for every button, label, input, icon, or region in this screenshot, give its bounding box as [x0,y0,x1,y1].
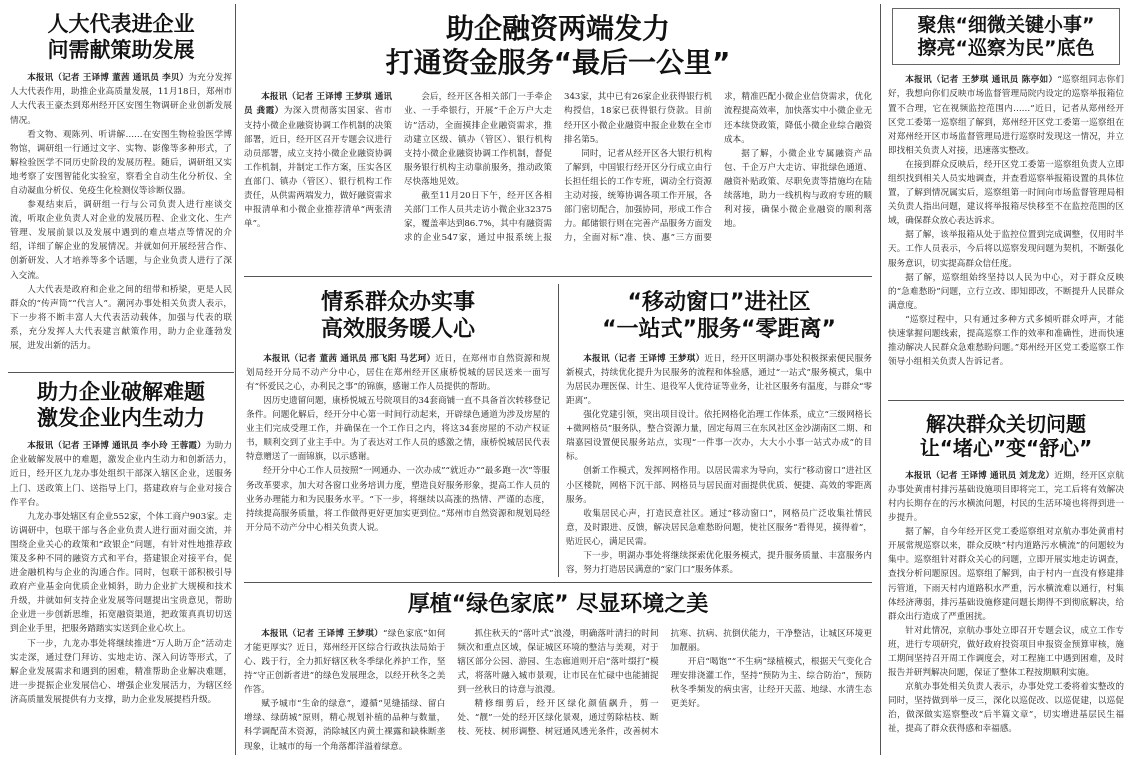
article-lead: 本报讯（记者 王译博 董茜 通讯员 李贝） [27,73,189,84]
headline [893,14,1119,60]
article-body [888,469,1124,737]
paragraph: 抓住秋天的“落叶式”浪漫，明确落叶清扫的时间频次和重点区域，保证城区环境的整洁与美观，对于辖区部分公园、游园、生态廊道则开启“落叶缀打”模式，将落叶融入城市景观，让市民在忙碌中也能捕捉到一丝秋日的诗意与浪漫。 [457,628,659,696]
article-lead: 本报讯（记者 王译博 王梦琪） [583,353,705,364]
headline [566,290,872,344]
article-body [244,90,872,245]
paragraph: 近日，经开区明湖办事处积极探索便民服务新模式，持续优化提升为民服务的流程和体验感，通过“一站式”服务模式，集中为居民办理医保、计生、退役军人优待证等业务，让社区服务有温度，与群众“零距离”。 [566,353,872,406]
article-lead: 本报讯（记者 王译博 通讯员 刘龙龙） [905,470,1055,481]
article-body [246,352,550,535]
paragraph: 九龙办事处辖区有企业552家，个体工商户903家。走访调研中，包联干部与各企业负责人进行面对面交流，并围绕企业关心的政策和“政银企”问题，有针对性地推荐政策及多种不同的融资方式和平台，搭建银企对接平台，促进金融机构与企业的沟通合作。同时，包联干部积极引导政府产业基金向优质企业倾斜，助力企业扩大规模和技术升级，并就如何支持企业发展等问题提出宝贵意见，帮助企业进一步创新思维，拓宽融资渠道，把政策真真切切送到企业手里，把服务踏踏实实送到企业心坎上。 [10,511,232,635]
headline-line: 人大代表进企业 [47,12,195,36]
paragraph: 开启“喝饱”“不生病”绿植模式，根据天气变化合理安排浇灌工作，坚持“预防为主、综合防治”，预防秋冬季频发的病虫害，让经开天蓝、地绿、水清生态更美好。 [670,657,872,710]
paragraph: 据了解，小微企业专属融资产品包、千企万户大走访、审批绿色通道、融资补贴政策、尽职免责等措施均在陆续落地，助力一线机构与政府专班的顺利对接，确保小微企业融资的顺利落地。 [724,148,872,230]
headline [10,12,232,63]
headline [244,592,872,619]
row-divider-left [8,372,234,373]
headline-line: 激发企业内生动力 [37,405,205,430]
headline-line: 擦亮“巡察为民”底色 [917,37,1095,60]
article-mobile-window [566,290,872,576]
paragraph: “巡察组同志你们好，我想向你们反映市场监督管理局院内设定的巡察举报箱位置不合理，它在视频监控范围内……”近日，记者从郑州经开区党工委第一巡察组了解到，郑州经开区党工委第一巡察组在对郑州经开区市场监督管理局进行巡察时发现这一情况，并立即找相关负责人对接，迅速落实整改。 [888,75,1124,156]
paragraph: “绿色家底”如何才能更厚实？近日，郑州经开区综合行政执法局始于心、践于行，全力抓好辖区秋冬季绿化养护工作，坚持“守正创新者进”的绿色发展理念，以经开秋冬之美作答。 [244,628,446,696]
column-divider-left [235,4,236,755]
paragraph: “巡察过程中，只有通过多种方式多倾听群众呼声，才能快速掌握问题线索，提高巡察工作的效率和准确性，进而快速推动解决人民群众急难愁盼问题。”郑州经开区党工委巡察工作领导小组相关负责人告诉记者。 [888,314,1124,368]
paragraph: 在接到群众反映后，经开区党工委第一巡察组负责人立即组织找到相关人员实地调查，并查看巡察举报箱设置的具体位置，了解到情况属实后，巡察组第一时间向市场监督管理局相关负责人指出问题，建议将举报箱尽快移至不在监控范围的区域，确保群众放心表达诉求。 [888,159,1124,227]
headline-box [892,8,1120,65]
headline-line: 厚植“绿色家底” 尽显环境之美 [407,592,709,617]
headline-line: 问需献策助发展 [47,37,195,62]
row-divider-right [888,400,1124,401]
paragraph: 赋予城市“生命的绿意”，遵循“见缝插绿、留白增绿、绿荫城”原则，精心规划补植的品种与数量，科学调配苗木资源，消除城区内黄土裸露和缺株断垄现象，让城市的每一个角落都洋溢着绿意。 [244,699,446,752]
headline [10,380,232,431]
article-help-enterprises [10,380,232,754]
headline-line: 聚焦“细微关键小事” [917,14,1095,36]
headline [244,12,872,80]
paragraph: 针对此情况，京航办事处立即召开专题会议，成立工作专班，进行专项研究，做好政府投资项目申报资金预算审核，施工期间坚持召开周工作调度会，对工程施工中遇到困难，及时报告并研判解决问题，保证了整体工程按期顺利实施。 [888,625,1124,679]
paragraph: 参观结束后，调研组一行与公司负责人进行座谈交流，听取企业负责人对企业的发展历程、企业文化、生产管理、发展前景以及发展中遇到的难点堵点等情况的介绍，详细了解企业的发展情况。并就如何开展经营合作、创新研发、人才培养等多个话题，与企业负责人进行了深入交流。 [10,200,232,281]
paragraph: 据了解，该举报箱从处于监控位置到完成调整，仅用时半天。工作人员表示，今后将以巡察发现问题为契机，不断强化服务意识，切实提高群众信任度。 [888,230,1124,269]
headline [246,290,550,344]
paragraph: 截至11月20日下午，经开区各相关部门工作人员共走访小微企业32375家，覆盖率达到86.7%，其中有融资需求的企业547家，通过申报系统上报343家，其中已有26家企业获得银行机构授信，18家已获得银行贷款。目前经开区小微企业融资申报企业数在全市排名第5。 [404,92,712,244]
article-inspection-for-people [888,8,1124,394]
article-financing-services [244,12,872,270]
headline-line: 解决群众关切问题 [926,412,1086,436]
paragraph: 为深入贯彻落实国家、省市支持小微企业融资协调工作机制的决策部署，近日，经开区召开专题会议进行动员部署，成立支持小微企业融资协调工作机制，并制定工作方案，压实各区直部门、镇办（管区）、银行机构工作责任，从供需两端发力，做好融资需求申报清单和小微企业推荐清单“两张清单”。 [244,106,392,230]
headline-line: 高效服务暖人心 [320,316,475,342]
paragraph: 强化党建引领，突出项目设计。依托网格化治理工作体系，成立“三级网格长+微网格员”服务队，整合资源力量，固定每周三在东风社区金沙湖南区二期、和瑞嘉园设置便民服务站点，实现“一件事一次办，大大小小事一站式办成”的目标。 [566,410,872,463]
article-lead: 本报讯（记者 王译博 通讯员 李小玲 王蓉霞） [27,441,206,452]
paragraph: 近日，在郑州市自然资源和规划局经开分局不动产分中心，居住在郑州经开区康桥悦城的居民送来一面写有“怀爱民之心，办利民之事”的锦旗，感谢工作人员提供的帮助。 [246,353,550,392]
headline-line: 让“堵心”变“舒心” [919,436,1093,461]
paragraph: 近期，经开区京航办事处黄甫村排污基础设施项目即将完工，完工后将有效解决村内长期存在的污水横流问题，村民的生活环境也将得到进一步提升。 [888,470,1124,524]
article-lead: 本报讯（记者 王译博 王梦琪） [261,628,384,639]
paragraph: 据了解，自今年经开区党工委巡察组对京航办事处黄甫村开展常规巡察以来，群众反映“村内道路污水横流”的问题较为集中。巡察组针对群众关心的问题，立即开展实地走访调查，查找分析问题原因。巡察组了解到，由于村内一直没有修建排污管道，下雨天村内道路积水严重，污水横流难以通行，村集体经济薄弱，排污基础设施修建问题长期得不到彻底解决，给群众出行造成了严重困扰。 [888,527,1124,622]
article-body [244,627,872,754]
article-body [888,73,1124,369]
article-resolve-concerns [888,412,1124,754]
article-body [10,71,232,353]
headline-line: 助力企业破解难题 [37,380,205,404]
paragraph: 据了解，巡察组始终坚持以人民为中心，对于群众反映的“急难愁盼”问题，立行立改、即知即改，不断提升人民群众满意度。 [888,272,1124,311]
paragraph: 创新工作模式，发挥网格作用。以居民需求为导向，实行“移动窗口”进社区小区楼院，网格下沉干部、网格员与居民面对面提供优质、便捷、高效的零距离服务。 [566,466,872,505]
paragraph: 同时，记者从经开区各大银行机构了解到，中国银行经开区分行成立由行长担任组长的工作专班，调动全行资源主动对接，统筹协调各项工作开展，各部门密切配合，加强协同，形成工作合力。邮储银行则在完善产品服务方面发力，全面对标“准、快、惠”三方面要求，精准匹配小微企业信贷需求，优化流程提高效率，加快落实中小微企业无还本续贷政策，降低小微企业综合融资成本。 [564,92,872,244]
article-serve-the-people [246,290,550,576]
headline [888,412,1124,461]
paragraph: 人大代表是政府和企业之间的纽带和桥梁，更是人民群众的“传声筒”“代言人”。潮河办事处相关负责人表示，下一步将不断丰富人大代表活动载体，加强与代表的联系，充分发挥人大代表建言献策作用，助力企业蓬勃发展，进发出新的活力。 [10,284,232,351]
paragraph: 为助力企业破解发展中的难题，激发企业内生动力和创新活力，近日，经开区九龙办事处组织干部深入辖区企业，送服务上门、送政策上门、送指导上门，搭建政府与企业对接合作平台。 [10,441,232,508]
headline-line: “一站式”服务“零距离” [602,316,836,342]
article-lead: 本报讯（记者 王梦琪 通讯员 陈亭如） [905,75,1058,86]
article-npc-deputies [10,12,232,366]
paragraph: 下一步，明湖办事处将继续探索优化服务模式，提升服务质量、丰富服务内容，努力打造居民满意的“家门口”服务体系。 [566,550,872,576]
row-divider-center-top [244,276,872,277]
paragraph: 京航办事处相关负责人表示，办事处党工委将着实整改的同时，坚持做到举一反三，深化以巡促改、以巡促建，以巡促治，做深做实巡察整改“后半篇文章”，切实增进基层民生福祉，提高了群众获得感和幸福感。 [888,682,1124,735]
article-body [566,352,872,576]
center-mid-divider [558,284,559,577]
paragraph: 因历史遗留问题，康桥悦城五号院项目的34套商铺一直不具备首次转移登记条件。问题化解后，经开分中心第一时间行动起来，开辟绿色通道为涉及房屋的业主们完成受理工作，并确保在一个工作日之内，将这34套房屋的不动产权证书，顺利交到了业主手中。为了表达对工作人员的感激之情，康桥悦城居民代表特意赠送了一面锦旗，以示感谢。 [246,395,550,463]
paragraph: 收集居民心声，打造民意社区。通过“移动窗口”，网格员广泛收集社情民意，及时跟进、反馈，解决居民急难愁盼问题，使社区服务“看得见，摸得着”，贴近民心，满足民需。 [566,508,872,547]
paragraph: 下一步，九龙办事处将继续推进“万人助万企”活动走实走深，通过登门拜访、实地走访、深入问访等形式，了解企业发展需求和遇到的困难，精准帮助企业解决难题，进一步提振企业发展信心、增强企业发展活力，为辖区经济高质量发展提供有力支撑，助力企业发展提档升级。 [10,638,232,705]
column-divider-right [880,4,881,755]
article-lead: 本报讯（记者 王译博 王梦琪 通讯员 龚霞） [244,92,392,117]
headline-line: 情系群众办实事 [320,290,475,315]
headline-line: 打通资金服务“最后一公里” [385,46,731,80]
paragraph: 经开分中心工作人员按照“一网通办、一次办成”“就近办”“最多跑一次”等服务改革要求，加大对各窗口业务培训力度，塑造良好服务形象，提高工作人员的业务办理能力和为民服务水平。“下一步，将继续以高涨的热情、严谨的态度，持续提高服务质量，将工作做得更好更加实更到位。”郑州市自然资源和规划局经开分局不动产分中心相关负责人说。 [246,466,550,533]
article-lead: 本报讯（记者 董茜 通讯员 邢飞阳 马艺珂） [263,353,436,364]
paragraph: 会后，经开区各相关部门一手牵企业、一手牵银行，开展“千企万户大走访”活动，全面摸排企业融资需求，推动建立区级、镇办（管区）、银行机构支持小微企业融资协调工作机制，督促服务银行机构主动靠前服务，推动政策尽快落地见效。 [404,92,552,187]
article-green-environment [244,592,872,754]
headline-line: “移动窗口”进社区 [627,290,811,315]
row-divider-center-bottom [244,582,872,583]
paragraph: 精修细剪后，经开区绿化颜值飙升，剪一处、“靓”一处的经开区绿化景观，通过剪除枯枝、断枝、死枝、树形调整、树冠通风透光条件，改善树木抗寒、抗病、抗倒伏能力，干净整洁，让城区环境更加靓丽。 [457,628,872,738]
paragraph: 看文物、观陈列、听讲解……在安图生物检验医学博物馆，调研组一行通过文字、实物、影像等多种形式，了解检验医学不同历史阶段的发展历程。随后，调研组又实地考察了安图智能化实验室，察看全自动生化分析仪、全自动凝血分析仪、免疫生化检测仪等诊断仪器。 [10,129,232,196]
headline-line: 助企融资两端发力 [445,12,670,45]
paragraph: 为充分发挥人大代表作用，助推企业高质量发展，11月18日，郑州市人大代表王豪杰到郑州经开区安图生物调研企业创新发展情况。 [10,73,232,126]
article-body [10,439,232,707]
